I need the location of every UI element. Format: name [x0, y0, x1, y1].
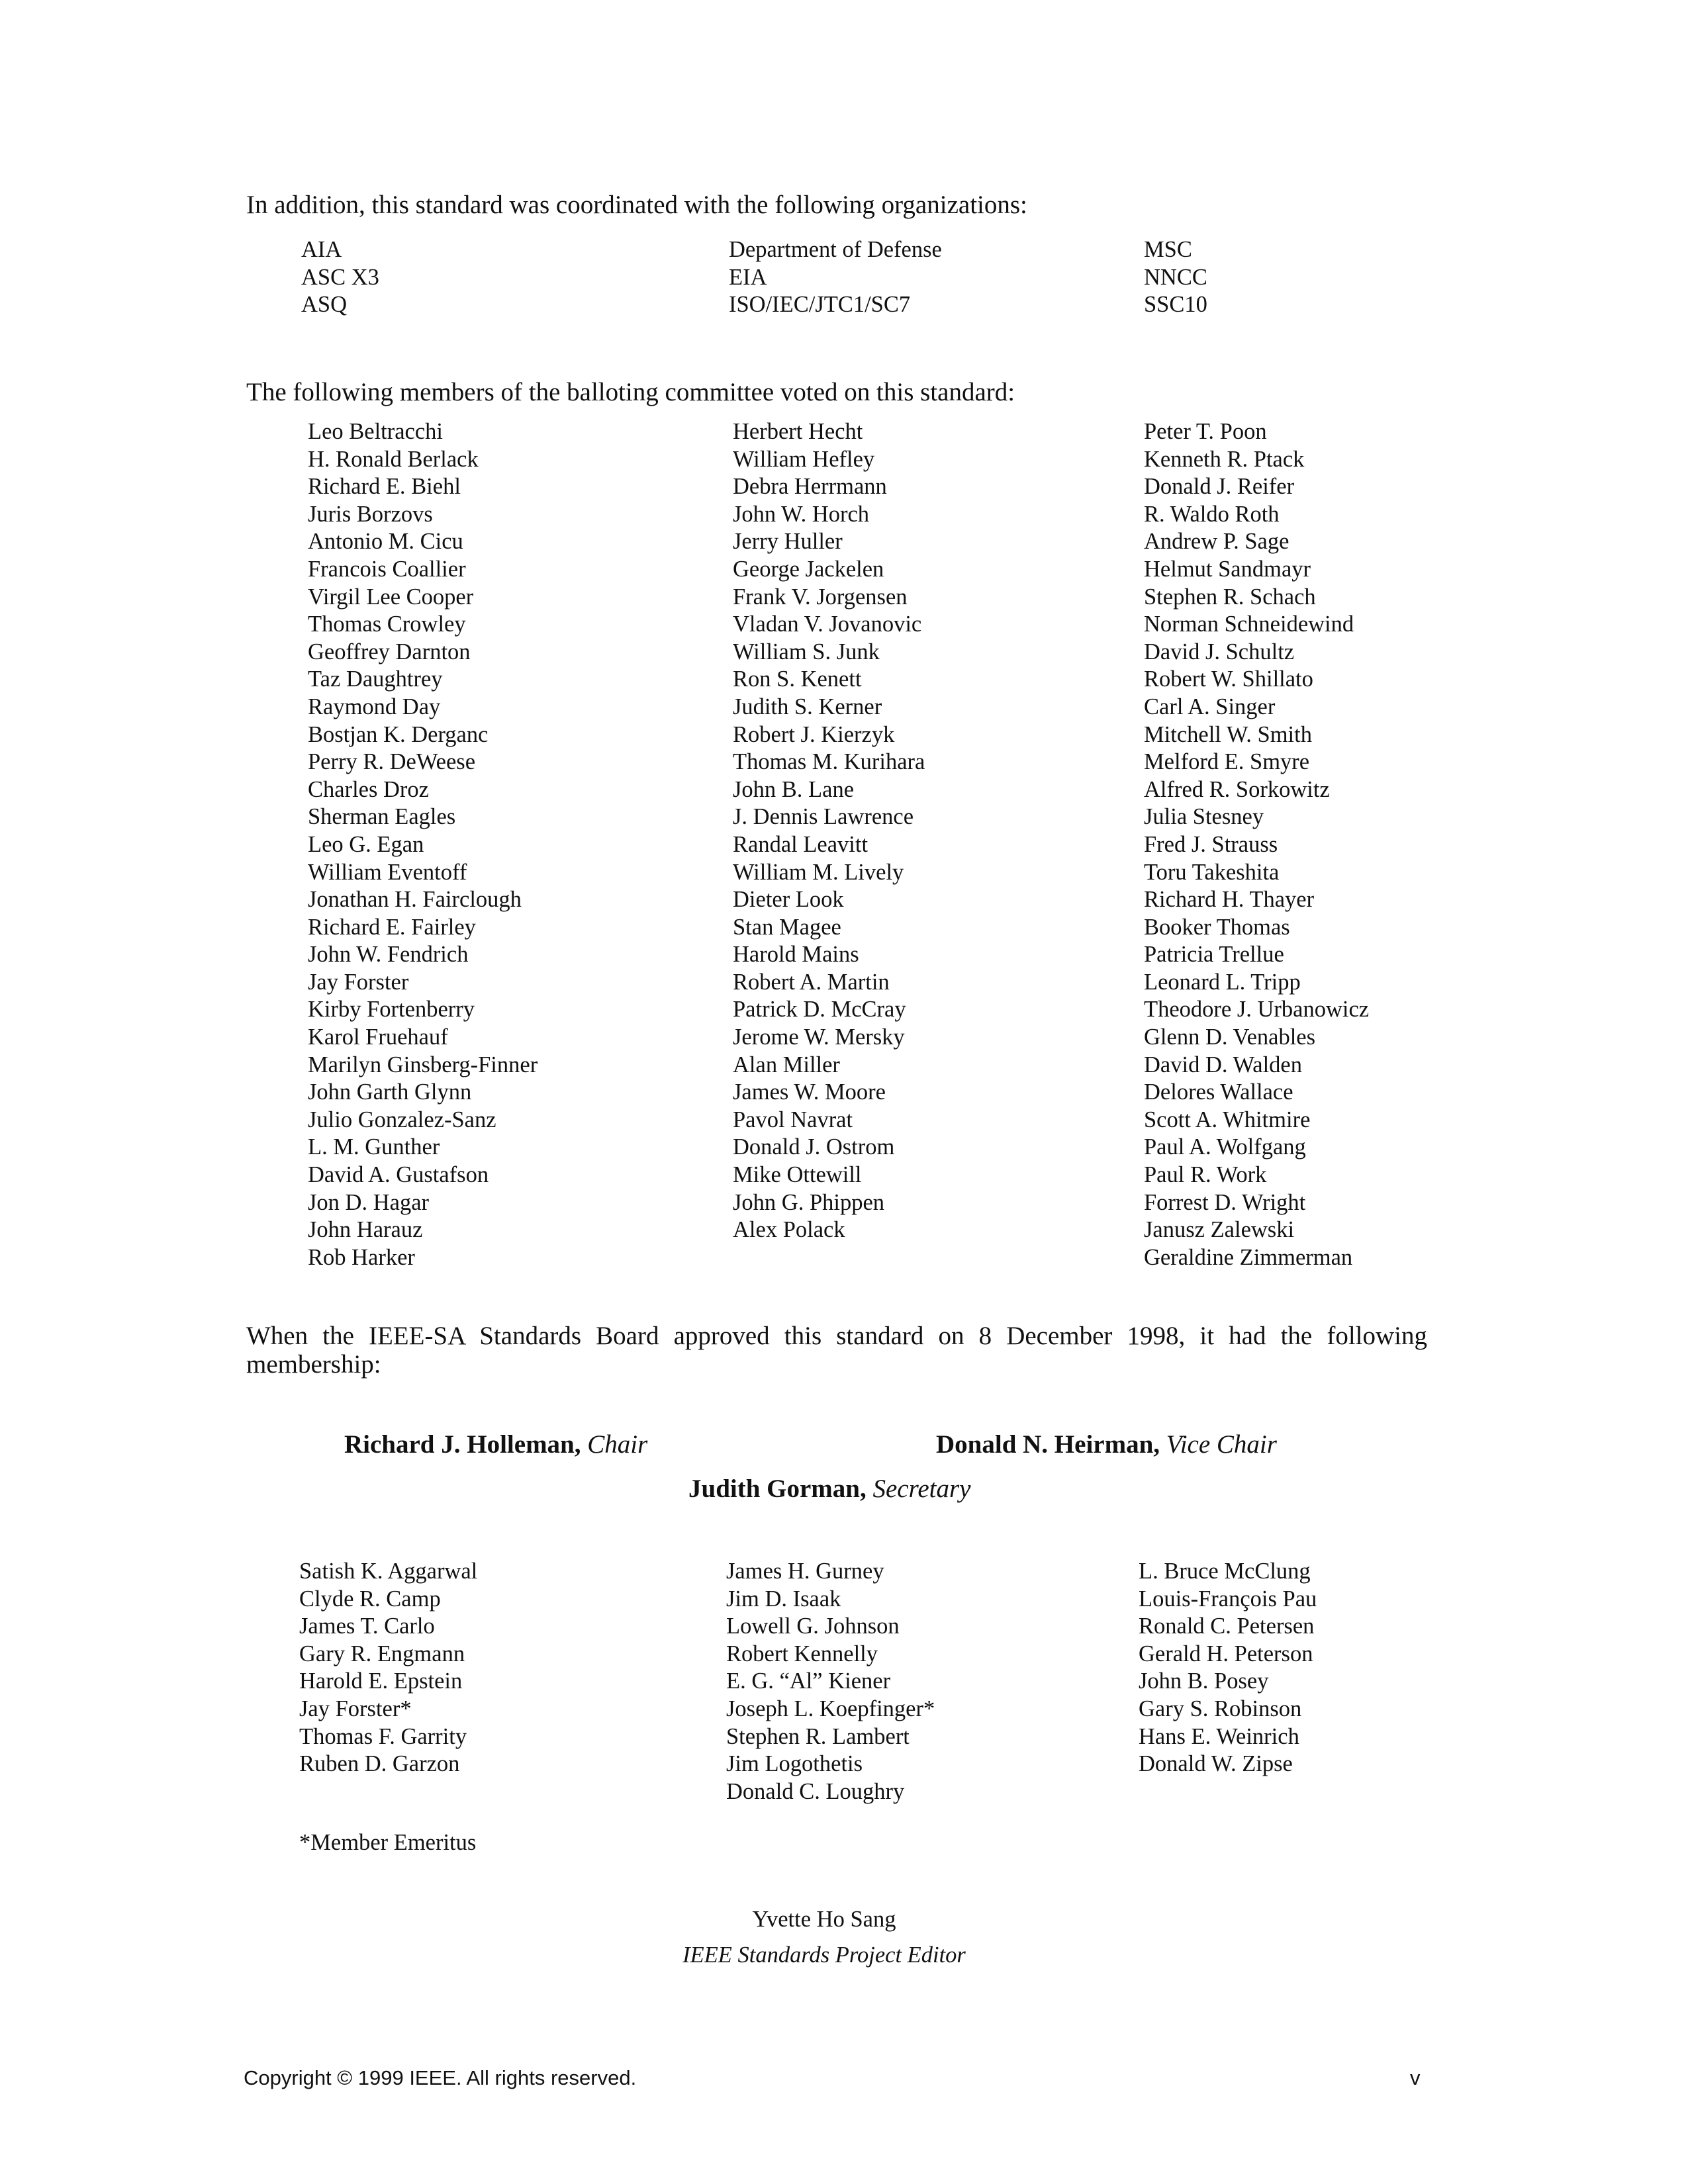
list-item: Thomas Crowley	[308, 612, 466, 637]
ballot-column-1	[308, 418, 538, 1271]
list-item: George Jackelen	[733, 556, 884, 582]
list-item: Charles Droz	[308, 776, 429, 802]
list-item: Geoffrey Darnton	[308, 639, 471, 664]
list-item: Taz Daughtrey	[308, 666, 443, 692]
list-item: Perry R. DeWeese	[308, 749, 476, 775]
list-item: Robert Kennelly	[726, 1641, 878, 1666]
list-item: Jay Forster*	[299, 1696, 412, 1721]
list-item: Alan Miller	[733, 1052, 840, 1077]
orgs-column-1	[301, 236, 379, 319]
list-item: Stephen R. Lambert	[726, 1723, 910, 1749]
chair-title: Chair	[587, 1430, 648, 1459]
list-item: Mitchell W. Smith	[1144, 721, 1312, 747]
list-item: SSC10	[1144, 292, 1207, 318]
board-chair	[344, 1430, 647, 1460]
list-item: Jay Forster	[308, 969, 409, 995]
list-item: Jim Logothetis	[726, 1751, 863, 1777]
list-item: John Garth Glynn	[308, 1079, 472, 1105]
list-item: Donald W. Zipse	[1139, 1751, 1293, 1777]
list-item: Raymond Day	[308, 694, 441, 719]
list-item: William Hefley	[733, 446, 875, 472]
list-item: Satish K. Aggarwal	[299, 1559, 478, 1584]
ballot-intro: The following members of the balloting committee voted on this standard:	[246, 378, 1015, 406]
list-item: Randal Leavitt	[733, 831, 868, 857]
list-item: AIA	[301, 237, 342, 262]
list-item: Richard H. Thayer	[1144, 887, 1315, 913]
list-item: Thomas M. Kurihara	[733, 749, 925, 775]
list-item: NNCC	[1144, 264, 1207, 290]
list-item: John G. Phippen	[733, 1189, 885, 1215]
list-item: H. Ronald Berlack	[308, 446, 479, 472]
list-item: Marilyn Ginsberg-Finner	[308, 1052, 538, 1077]
list-item: Jonathan H. Fairclough	[308, 887, 522, 913]
list-item: Glenn D. Venables	[1144, 1024, 1316, 1050]
secretary-name: Judith Gorman,	[688, 1475, 867, 1503]
list-item: Toru Takeshita	[1144, 859, 1280, 885]
board-intro: When the IEEE-SA Standards Board approved this standard on 8 December 1998, it had the following membership:	[246, 1322, 1427, 1379]
list-item: Rob Harker	[308, 1244, 415, 1270]
list-item: Bostjan K. Derganc	[308, 721, 489, 747]
list-item: Kenneth R. Ptack	[1144, 446, 1305, 472]
list-item: E. G. “Al” Kiener	[726, 1668, 891, 1694]
list-item: John W. Fendrich	[308, 942, 469, 968]
vice-chair-title: Vice Chair	[1166, 1430, 1277, 1459]
ballot-column-2	[733, 418, 925, 1244]
list-item: Helmut Sandmayr	[1144, 556, 1311, 582]
list-item: Jerome W. Mersky	[733, 1024, 905, 1050]
list-item: Donald C. Loughry	[726, 1778, 905, 1804]
board-vice-chair	[936, 1430, 1277, 1460]
list-item: J. Dennis Lawrence	[733, 804, 914, 830]
list-item: Leonard L. Tripp	[1144, 969, 1301, 995]
list-item: Sherman Eagles	[308, 804, 456, 830]
orgs-column-2	[729, 236, 942, 319]
list-item: Leo G. Egan	[308, 831, 424, 857]
list-item: John Harauz	[308, 1217, 423, 1243]
list-item: Melford E. Smyre	[1144, 749, 1310, 775]
board-column-3	[1139, 1558, 1317, 1778]
list-item: Ruben D. Garzon	[299, 1751, 460, 1777]
vice-chair-name: Donald N. Heirman,	[936, 1430, 1160, 1459]
list-item: Thomas F. Garrity	[299, 1723, 467, 1749]
list-item: Gary S. Robinson	[1139, 1696, 1302, 1721]
list-item: Hans E. Weinrich	[1139, 1723, 1299, 1749]
board-column-1	[299, 1558, 477, 1778]
list-item: Alex Polack	[733, 1217, 845, 1243]
list-item: R. Waldo Roth	[1144, 501, 1280, 527]
list-item: Jon D. Hagar	[308, 1189, 429, 1215]
list-item: Booker Thomas	[1144, 914, 1290, 940]
list-item: Vladan V. Jovanovic	[733, 612, 922, 637]
list-item: Juris Borzovs	[308, 501, 433, 527]
board-column-2	[726, 1558, 935, 1805]
list-item: Joseph L. Koepfinger*	[726, 1696, 935, 1721]
list-item: Stephen R. Schach	[1144, 584, 1316, 610]
list-item: William Eventoff	[308, 859, 467, 885]
list-item: Ron S. Kenett	[733, 666, 862, 692]
list-item: Peter T. Poon	[1144, 419, 1267, 444]
list-item: MSC	[1144, 237, 1192, 262]
list-item: Julia Stesney	[1144, 804, 1264, 830]
list-item: Janusz Zalewski	[1144, 1217, 1295, 1243]
list-item: David D. Walden	[1144, 1052, 1302, 1077]
list-item: Patrick D. McCray	[733, 997, 906, 1023]
list-item: Dieter Look	[733, 887, 844, 913]
list-item: Department of Defense	[729, 237, 942, 262]
list-item: Lowell G. Johnson	[726, 1614, 900, 1639]
orgs-column-3	[1144, 236, 1207, 319]
list-item: Theodore J. Urbanowicz	[1144, 997, 1370, 1023]
editor-title: IEEE Standards Project Editor	[682, 1942, 966, 1968]
chair-name: Richard J. Holleman,	[344, 1430, 581, 1459]
copyright-notice: Copyright © 1999 IEEE. All rights reserved.	[244, 2066, 637, 2089]
list-item: Ronald C. Petersen	[1139, 1614, 1315, 1639]
list-item: Judith S. Kerner	[733, 694, 882, 719]
list-item: Robert W. Shillato	[1144, 666, 1313, 692]
list-item: Gary R. Engmann	[299, 1641, 465, 1666]
list-item: John W. Horch	[733, 501, 870, 527]
list-item: Gerald H. Peterson	[1139, 1641, 1313, 1666]
list-item: Geraldine Zimmerman	[1144, 1244, 1353, 1270]
list-item: Debra Herrmann	[733, 474, 887, 500]
list-item: Harold Mains	[733, 942, 859, 968]
list-item: Scott A. Whitmire	[1144, 1107, 1311, 1132]
list-item: Francois Coallier	[308, 556, 466, 582]
list-item: ASQ	[301, 292, 348, 318]
list-item: Louis-François Pau	[1139, 1586, 1317, 1612]
list-item: James T. Carlo	[299, 1614, 435, 1639]
list-item: EIA	[729, 264, 767, 290]
member-emeritus-footnote: *Member Emeritus	[299, 1830, 477, 1855]
list-item: William S. Junk	[733, 639, 880, 664]
list-item: Forrest D. Wright	[1144, 1189, 1306, 1215]
list-item: Robert A. Martin	[733, 969, 890, 995]
list-item: Karol Fruehauf	[308, 1024, 448, 1050]
list-item: Alfred R. Sorkowitz	[1144, 776, 1330, 802]
list-item: ISO/IEC/JTC1/SC7	[729, 292, 911, 318]
list-item: David A. Gustafson	[308, 1162, 489, 1188]
list-item: ASC X3	[301, 264, 379, 290]
list-item: David J. Schultz	[1144, 639, 1295, 664]
list-item: Paul A. Wolfgang	[1144, 1134, 1306, 1160]
list-item: Harold E. Epstein	[299, 1668, 463, 1694]
list-item: Jerry Huller	[733, 529, 843, 555]
list-item: Richard E. Biehl	[308, 474, 461, 500]
list-item: L. M. Gunther	[308, 1134, 440, 1160]
list-item: Antonio M. Cicu	[308, 529, 463, 555]
board-secretary	[688, 1474, 970, 1504]
list-item: L. Bruce McClung	[1139, 1559, 1311, 1584]
list-item: Mike Ottewill	[733, 1162, 862, 1188]
list-item: Delores Wallace	[1144, 1079, 1293, 1105]
list-item: Kirby Fortenberry	[308, 997, 475, 1023]
list-item: Jim D. Isaak	[726, 1586, 841, 1612]
list-item: Fred J. Strauss	[1144, 831, 1278, 857]
list-item: Robert J. Kierzyk	[733, 721, 895, 747]
list-item: Frank V. Jorgensen	[733, 584, 908, 610]
list-item: Herbert Hecht	[733, 419, 863, 444]
list-item: William M. Lively	[733, 859, 904, 885]
list-item: James H. Gurney	[726, 1559, 884, 1584]
list-item: Richard E. Fairley	[308, 914, 476, 940]
list-item: John B. Posey	[1139, 1668, 1269, 1694]
orgs-intro: In addition, this standard was coordinated with the following organizations:	[246, 191, 1027, 219]
list-item: Paul R. Work	[1144, 1162, 1267, 1188]
list-item: John B. Lane	[733, 776, 855, 802]
list-item: Pavol Navrat	[733, 1107, 853, 1132]
list-item: James W. Moore	[733, 1079, 886, 1105]
list-item: Andrew P. Sage	[1144, 529, 1289, 555]
secretary-title: Secretary	[872, 1475, 971, 1503]
list-item: Leo Beltracchi	[308, 419, 444, 444]
ballot-column-3	[1144, 418, 1369, 1271]
list-item: Donald J. Ostrom	[733, 1134, 895, 1160]
list-item: Norman Schneidewind	[1144, 612, 1354, 637]
list-item: Clyde R. Camp	[299, 1586, 441, 1612]
list-item: Stan Magee	[733, 914, 841, 940]
list-item: Virgil Lee Cooper	[308, 584, 474, 610]
editor-name: Yvette Ho Sang	[752, 1907, 896, 1932]
list-item: Julio Gonzalez-Sanz	[308, 1107, 496, 1132]
list-item: Carl A. Singer	[1144, 694, 1276, 719]
list-item: Patricia Trellue	[1144, 942, 1284, 968]
list-item: Donald J. Reifer	[1144, 474, 1295, 500]
page-number: v	[1410, 2066, 1421, 2089]
